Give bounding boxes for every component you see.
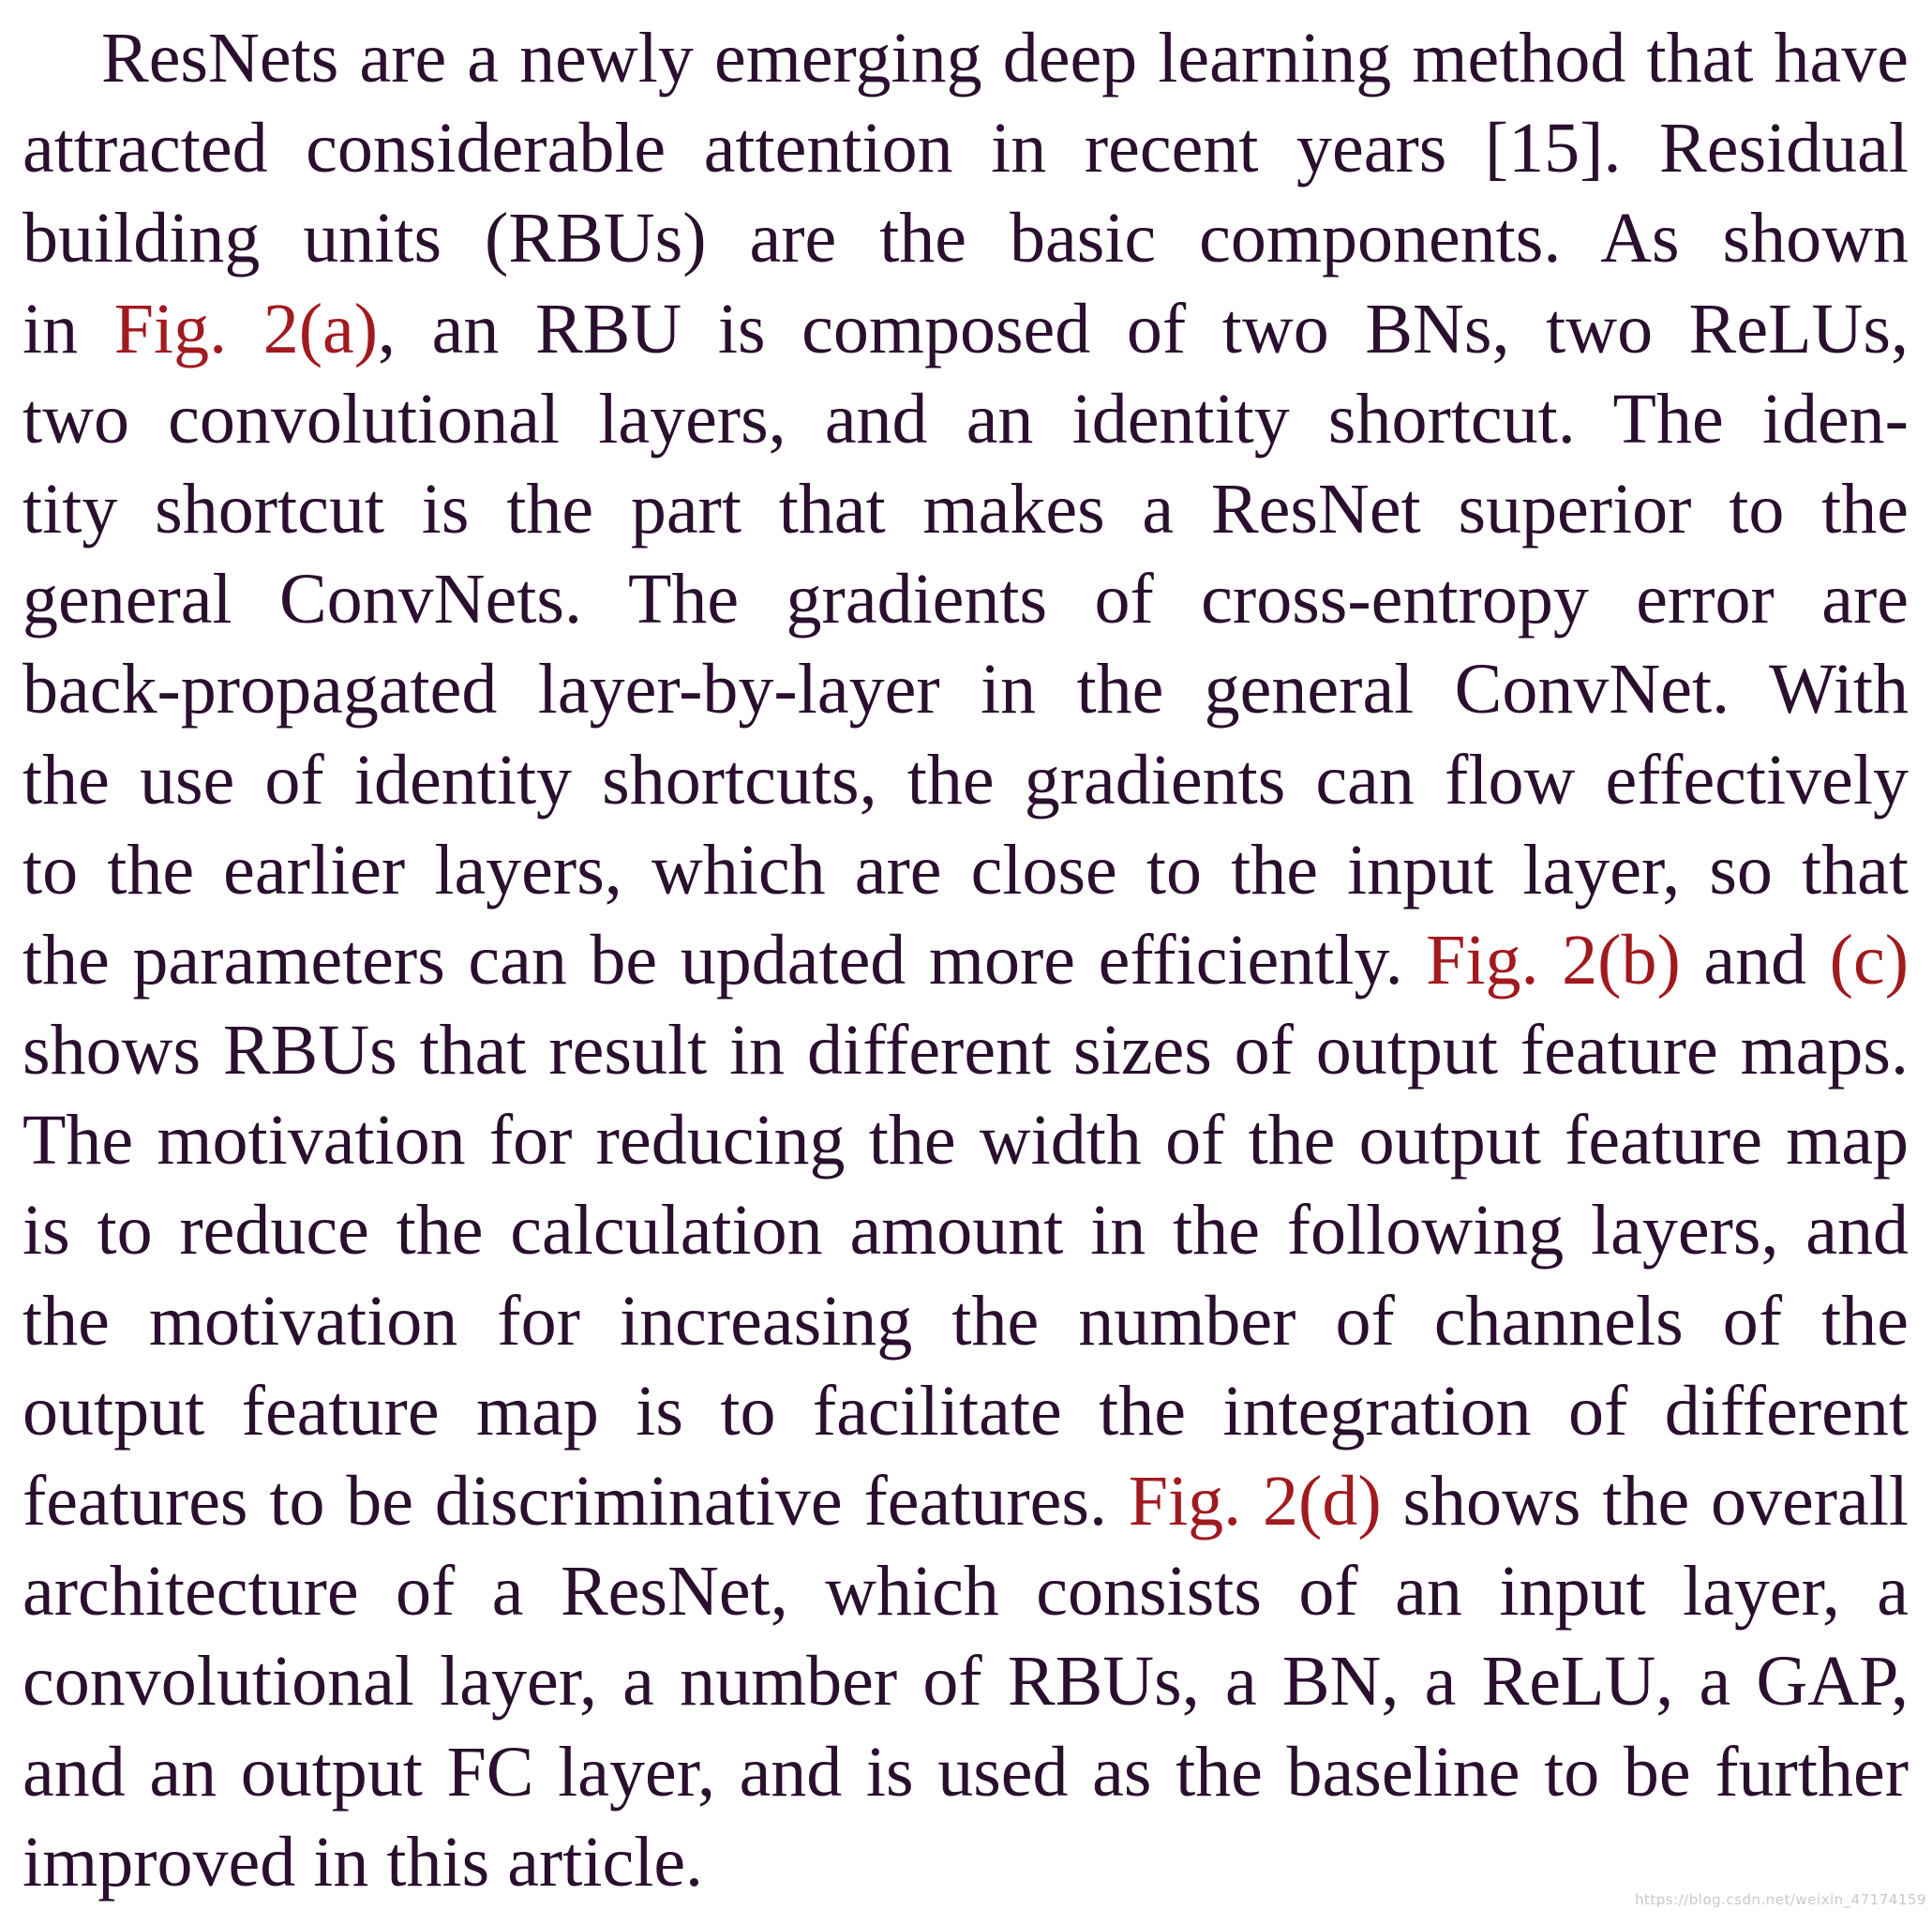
text-line-21: improved in this article. [22, 1822, 704, 1902]
text-line-13: The motivation for reducing the width of the output feature map [22, 1101, 1909, 1181]
fig-2d-link[interactable]: Fig. 2(d) [1128, 1462, 1382, 1541]
text-line-8: back-propagated layer-by-layer in the general ConvNet. With [22, 650, 1909, 729]
text-segment: , an RBU is composed of two BNs, two ReLUs, [378, 289, 1909, 368]
text-line-3: building units (RBUs) are the basic components. As shown [22, 199, 1909, 278]
fig-2b-link[interactable]: Fig. 2(b) [1426, 920, 1681, 1000]
text-line-17 [22, 1456, 1909, 1546]
text-line-6: tity shortcut is the part that makes a ResNet superior to the [22, 469, 1909, 549]
paragraph [22, 13, 1909, 1907]
text-line-7: general ConvNets. The gradients of cross-entropy error are [22, 560, 1909, 639]
text-line-9: the use of identity shortcuts, the gradients can flow effectively [22, 740, 1909, 820]
text-line-19: convolutional layer, a number of RBUs, a BN, a ReLU, a GAP, [22, 1642, 1909, 1722]
text-segment: in [22, 289, 114, 368]
text-line-14: is to reduce the calculation amount in the following layers, and [22, 1191, 1909, 1271]
text-line-4 [22, 284, 1909, 374]
text-line-15: the motivation for increasing the number of channels of the [22, 1281, 1909, 1361]
text-line-5: two convolutional layers, and an identity shortcut. The iden- [22, 379, 1909, 459]
text-line-20: and an output FC layer, and is used as the baseline to be further [22, 1732, 1909, 1812]
text-segment: shows the overall [1381, 1462, 1910, 1541]
fig-2c-link[interactable]: (c) [1829, 920, 1910, 1000]
text-line-11 [22, 915, 1909, 1005]
text-segment: features to be discriminative features. [22, 1462, 1129, 1541]
text-segment: the parameters can be updated more efficiently. [22, 920, 1427, 1000]
text-line-18: architecture of a ResNet, which consists of an input layer, a [22, 1552, 1909, 1632]
watermark: https://blog.csdn.net/weixin_47174159 [1634, 1891, 1926, 1908]
text-line-1: ResNets are a newly emerging deep learning method that have [101, 19, 1909, 98]
text-segment: and [1680, 920, 1830, 1000]
text-line-10: to the earlier layers, which are close to the input layer, so that [22, 830, 1909, 910]
fig-2a-link[interactable]: Fig. 2(a) [113, 289, 379, 368]
text-line-12: shows RBUs that result in different sizes of output feature maps. [22, 1011, 1909, 1090]
text-line-16: output feature map is to facilitate the integration of different [22, 1371, 1909, 1451]
text-line-2: attracted considerable attention in recent years [15]. Residual [22, 109, 1909, 188]
